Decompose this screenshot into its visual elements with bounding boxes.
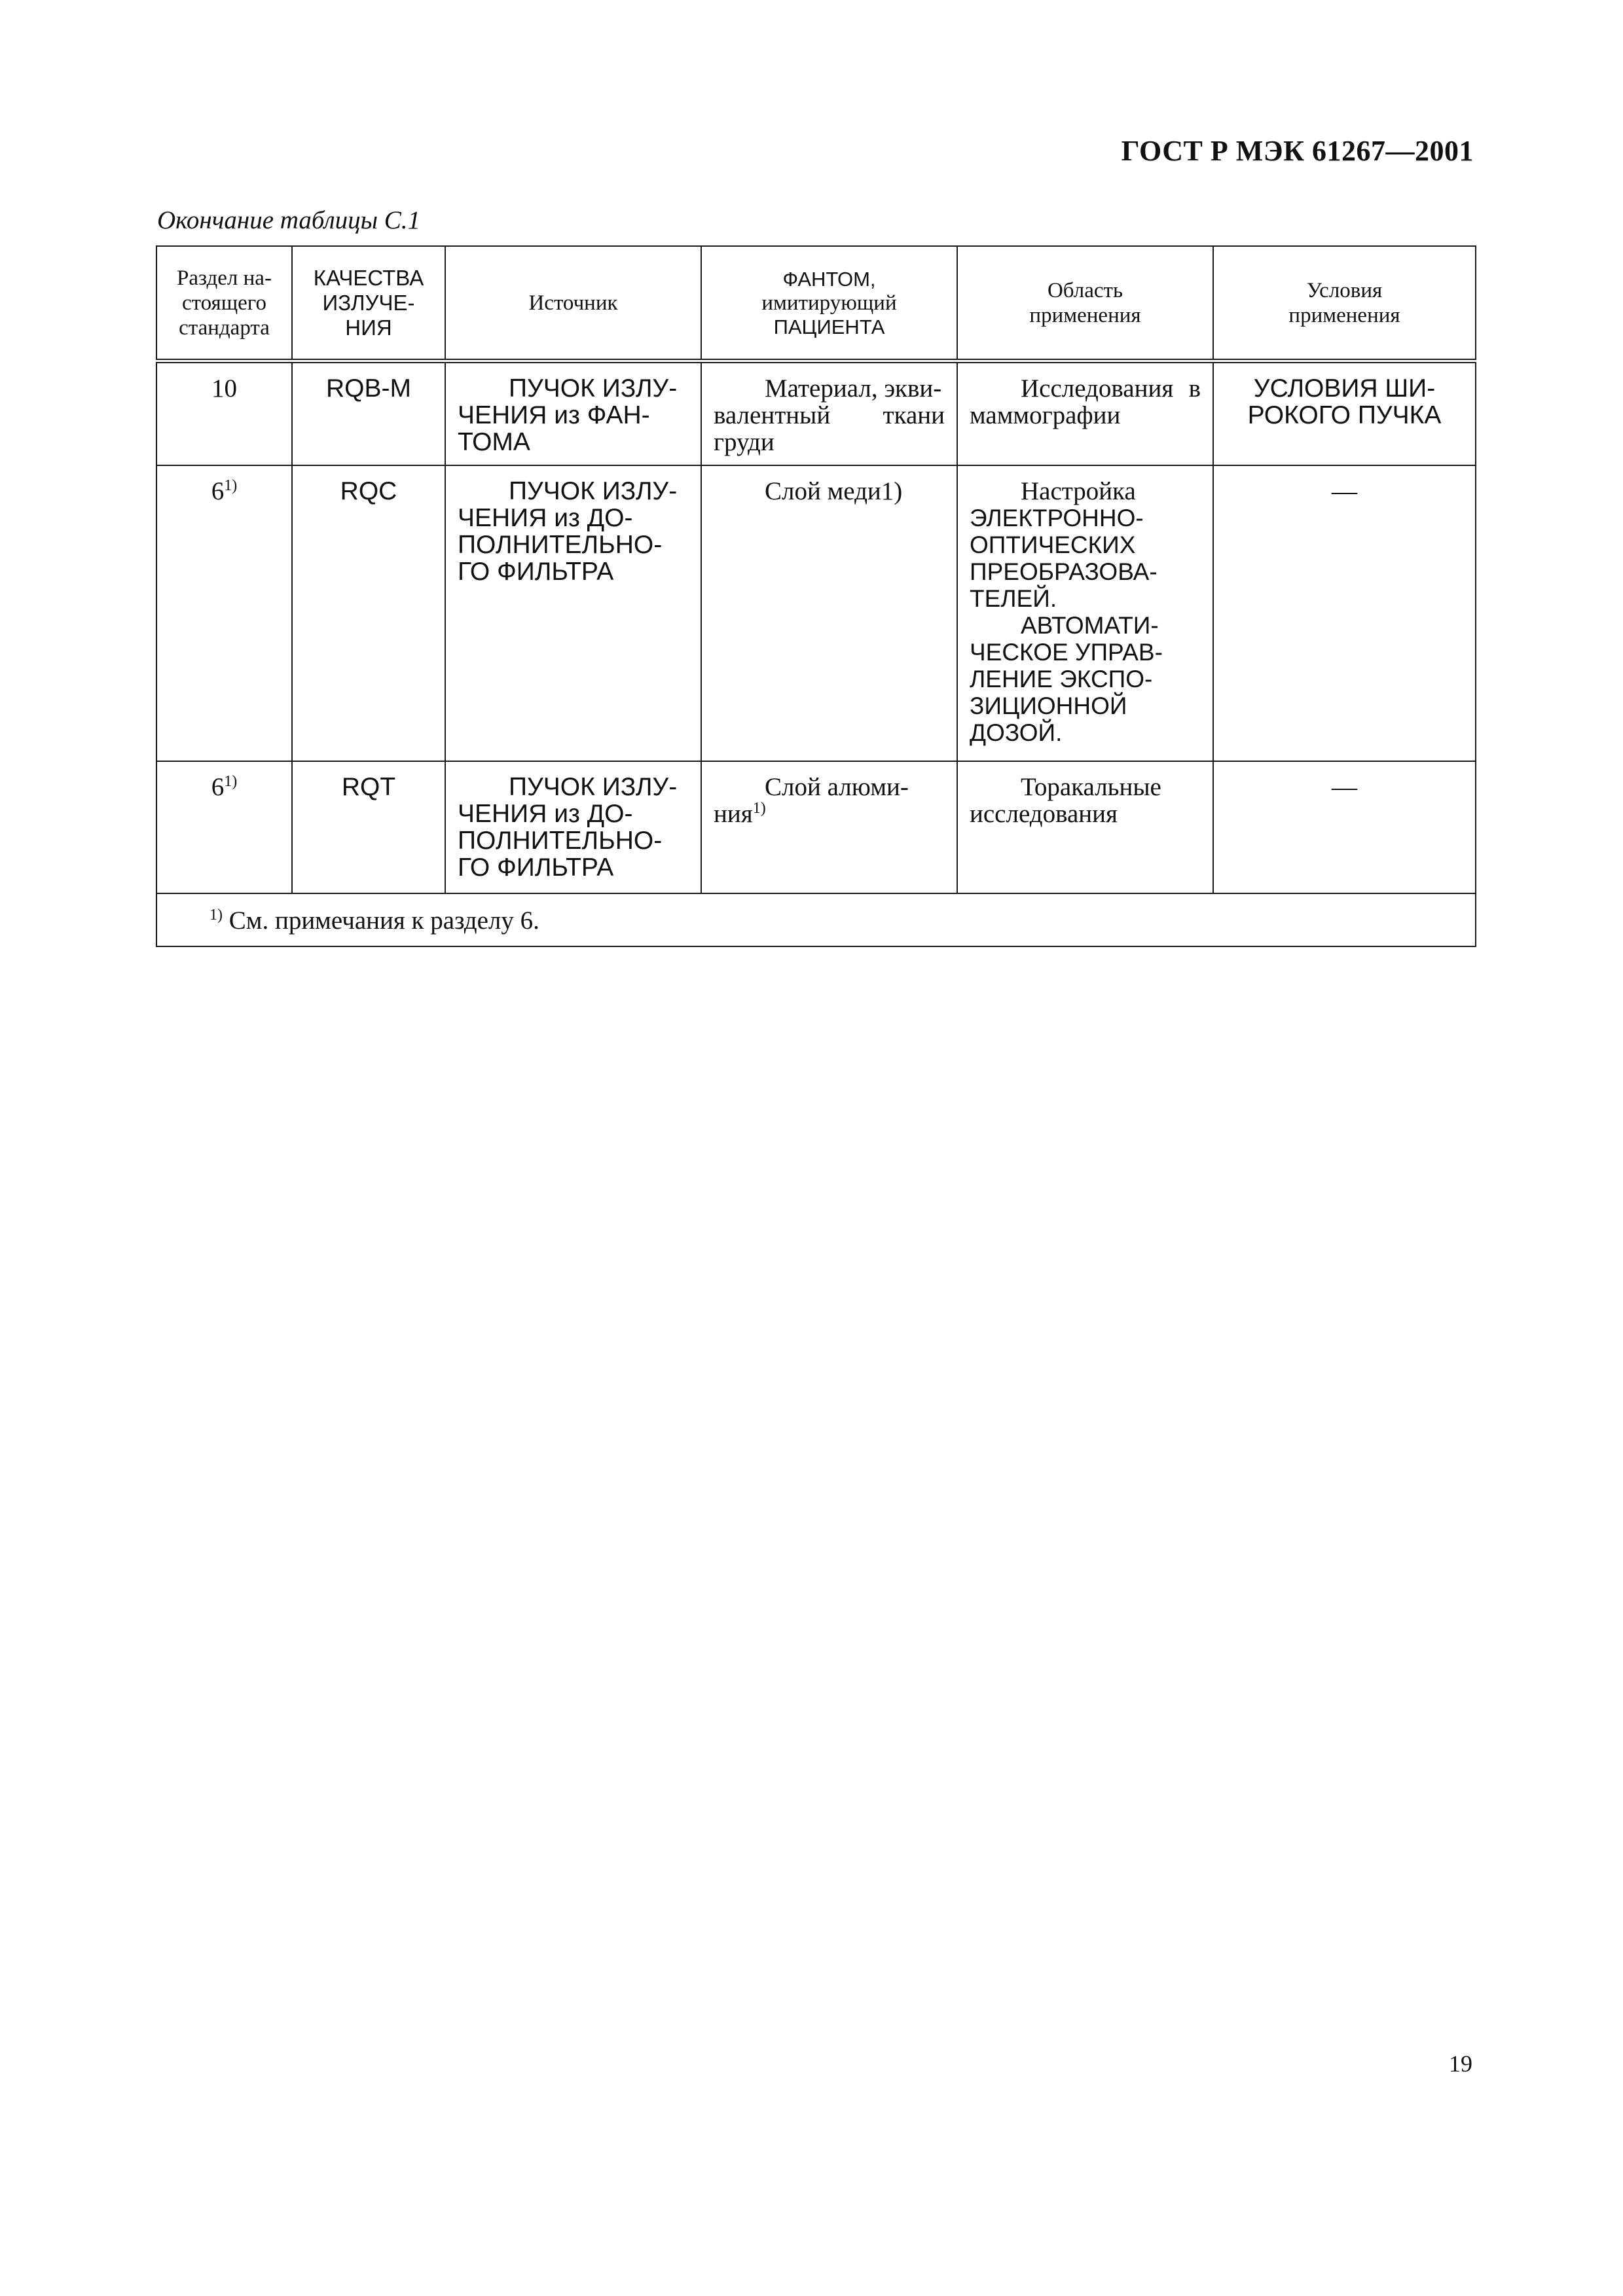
cell-application xyxy=(957,761,1213,893)
source-line: ПУЧОК ИЗЛУ- xyxy=(509,477,678,505)
cell-application xyxy=(957,465,1213,761)
phantom-line: Слой алюми- xyxy=(765,773,909,801)
source-line: ПУЧОК ИЗЛУ- xyxy=(509,374,678,403)
phantom-line: груди xyxy=(714,428,775,456)
col-header-line: Область xyxy=(1047,278,1123,302)
application-line: АВТОМАТИ- xyxy=(1021,612,1159,639)
source-line: ЧЕНИЯ из ФАН- xyxy=(458,401,650,429)
section-sup: 1) xyxy=(224,477,238,494)
col-header-quality xyxy=(292,246,445,361)
application-line: ЭЛЕКТРОННО- xyxy=(970,505,1144,531)
col-header-line: ПАЦИЕНТА xyxy=(773,315,885,338)
cell-quality: RQB-M xyxy=(292,361,445,466)
conditions-dash: — xyxy=(1332,477,1357,505)
col-header-section xyxy=(156,246,292,361)
col-header-line: ФАНТОМ, xyxy=(782,267,876,291)
application-line: ОПТИЧЕСКИХ xyxy=(970,531,1136,558)
col-header-line: стоящего xyxy=(182,291,266,315)
cell-phantom xyxy=(701,361,957,466)
application-line: Торакальные xyxy=(1021,773,1161,801)
application-line: ЧЕСКОЕ УПРАВ- xyxy=(970,639,1163,666)
application-line: ПРЕОБРАЗОВА- xyxy=(970,558,1158,585)
cell-quality: RQT xyxy=(292,761,445,893)
application-line: маммографии xyxy=(970,401,1121,429)
conditions-line: РОКОГО ПУЧКА xyxy=(1247,401,1442,429)
application-line: исследования xyxy=(970,800,1118,828)
col-header-line: Условия xyxy=(1306,278,1383,302)
page-number: 19 xyxy=(1449,2051,1472,2077)
col-header-line: Источник xyxy=(528,291,618,315)
footnote-cell xyxy=(156,893,1476,946)
footnote-text: См. примечания к разделу 6. xyxy=(228,906,539,935)
application-line: Исследования в xyxy=(1021,374,1201,403)
application-line: ДОЗОЙ. xyxy=(970,719,1063,746)
section-number: 6 xyxy=(211,773,225,801)
application-line: ЗИЦИОННОЙ xyxy=(970,692,1127,719)
phantom-line: валентный ткани xyxy=(714,401,945,429)
cell-section xyxy=(156,465,292,761)
section-number: 6 xyxy=(211,477,225,505)
col-header-line: НИЯ xyxy=(345,315,392,340)
cell-phantom xyxy=(701,761,957,893)
col-header-line: применения xyxy=(1288,303,1400,327)
col-header-conditions xyxy=(1213,246,1476,361)
section-number: 10 xyxy=(211,374,237,403)
source-line: ПУЧОК ИЗЛУ- xyxy=(509,773,678,801)
source-line: ЧЕНИЯ из ДО- xyxy=(458,800,633,828)
source-line: ГО ФИЛЬТРА xyxy=(458,853,614,882)
cell-conditions xyxy=(1213,361,1476,466)
cell-source xyxy=(445,465,701,761)
cell-phantom xyxy=(701,465,957,761)
col-header-application xyxy=(957,246,1213,361)
source-line: ТОМА xyxy=(458,428,530,456)
phantom-line xyxy=(714,800,945,827)
section-sup: 1) xyxy=(224,773,238,790)
cell-source xyxy=(445,361,701,466)
source-line: ПОЛНИТЕЛЬНО- xyxy=(458,827,663,855)
col-header-line: стандарта xyxy=(179,315,270,340)
conditions-dash: — xyxy=(1332,773,1357,801)
col-header-line: КАЧЕСТВА xyxy=(313,265,424,290)
cell-conditions xyxy=(1213,761,1476,893)
table-caption: Окончание таблицы С.1 xyxy=(157,206,420,234)
source-line: ПОЛНИТЕЛЬНО- xyxy=(458,531,663,559)
footnote-mark: 1) xyxy=(210,906,223,924)
cell-section xyxy=(156,761,292,893)
col-header-line: применения xyxy=(1029,303,1141,327)
source-line: ЧЕНИЯ из ДО- xyxy=(458,504,633,532)
cell-source xyxy=(445,761,701,893)
table-header-row xyxy=(156,246,1476,361)
document-code: ГОСТ Р МЭК 61267—2001 xyxy=(1121,135,1474,167)
cell-conditions xyxy=(1213,465,1476,761)
phantom-sup: 1) xyxy=(752,800,766,817)
cell-application xyxy=(957,361,1213,466)
application-line: ТЕЛЕЙ. xyxy=(970,585,1057,612)
phantom-line: Слой меди1) xyxy=(765,477,903,505)
conditions-line: УСЛОВИЯ ШИ- xyxy=(1253,374,1436,403)
application-line: Настройка xyxy=(1021,477,1136,505)
table-row xyxy=(156,761,1476,893)
data-table xyxy=(156,245,1476,947)
phantom-line: Материал, экви- xyxy=(765,374,942,403)
col-header-line: ИЗЛУЧЕ- xyxy=(322,290,415,315)
cell-section xyxy=(156,361,292,466)
col-header-phantom xyxy=(701,246,957,361)
footnote-row xyxy=(156,893,1476,946)
table-row xyxy=(156,465,1476,761)
phantom-line-text: ния xyxy=(714,800,753,828)
source-line: ГО ФИЛЬТРА xyxy=(458,558,614,586)
application-line: ЛЕНИЕ ЭКСПО- xyxy=(970,666,1153,692)
cell-quality: RQC xyxy=(292,465,445,761)
col-header-line: Раздел на- xyxy=(177,266,272,290)
table-row xyxy=(156,361,1476,466)
col-header-source xyxy=(445,246,701,361)
col-header-line: имитирующий xyxy=(761,291,897,315)
